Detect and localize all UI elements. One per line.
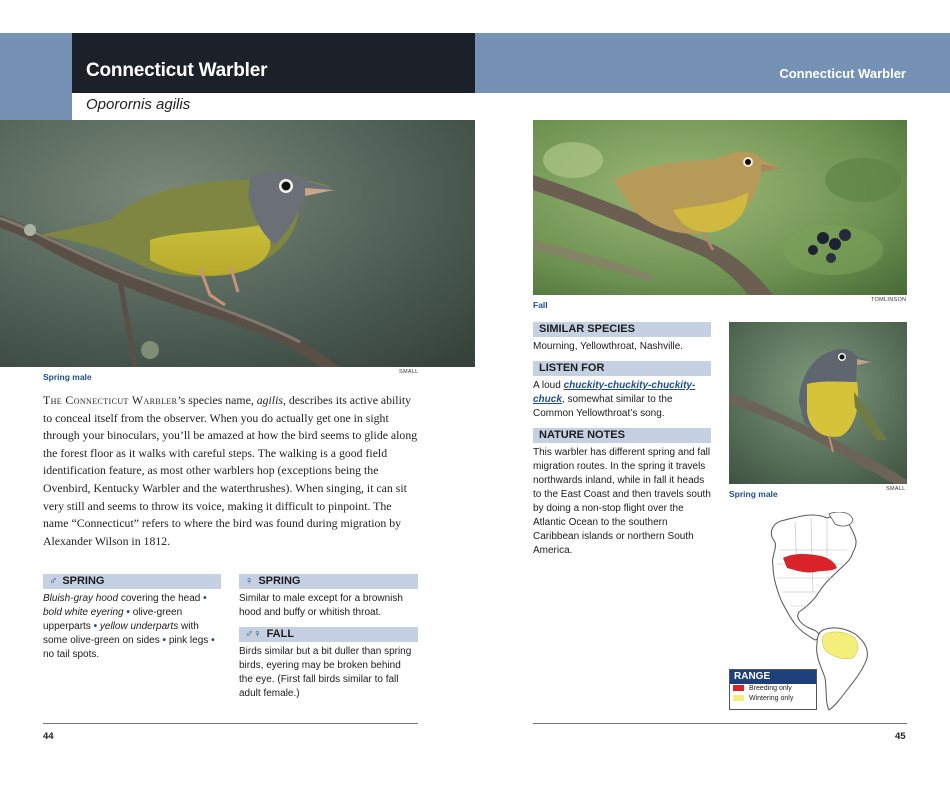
female-symbol-icon: ♀ xyxy=(245,575,254,587)
listen-for-text: A loud chuckity-chuckity-chuckity-chuck, somewhat similar to the Common Yellowthroat’s song. xyxy=(533,380,696,419)
page-title: Connecticut Warbler xyxy=(86,60,268,81)
male-spring-heading: ♂ SPRING xyxy=(43,574,221,589)
male-symbol-icon: ♂ xyxy=(49,575,58,587)
nature-notes-heading: NATURE NOTES xyxy=(533,428,711,443)
female-spring-text: Similar to male except for a brownish hood and buffy or whitish throat. xyxy=(239,593,403,618)
nature-notes-text: This warbler has different spring and fall migration routes. In the spring it travels northwards inland, while in fall it heads to the East Coast and then travels south by doing a non-stop flight over the Atlantic Ocean to the southern Caribbean islands or northern South America. xyxy=(533,447,711,556)
fall-photo-caption: Fall xyxy=(533,300,548,310)
similar-species-text: Mourning, Yellowthroat, Nashville. xyxy=(533,341,684,352)
range-legend xyxy=(729,669,817,710)
legend-wintering: Wintering only xyxy=(730,694,816,704)
fall-text: Birds similar but a bit duller than spring birds, eyering may be broken behind the eye. (First fall birds similar to fall adult female.) xyxy=(239,646,412,699)
breeding-swatch xyxy=(733,685,744,691)
song-call: chuckity-chuckity-chuckity-chuck xyxy=(533,380,696,405)
footer-rule-left xyxy=(43,723,418,724)
species-description: The Connecticut Warbler’s species name, agilis, describes its active ability to conceal itself from the observer. When you do actually get one in sight through your binoculars, you’ll be amazed at how the bird seems to glide along the forest floor as it walks with careful steps. The walking is a good field identification feature, as most other warblers hop (exceptions being the Ovenbird, Kentucky Warbler and the waterthrushes). When singing, it can sit very still and seems to throw its voice, making it difficult to pinpoint. The name “Connecticut” refers to where the bird was found during migration by Alexander Wilson in 1812. xyxy=(43,393,418,548)
header-band-right xyxy=(475,33,950,93)
legend-breeding: Breeding only xyxy=(730,684,816,694)
female-spring-heading: ♀ SPRING xyxy=(239,574,418,589)
main-photo-caption: Spring male xyxy=(43,372,92,382)
running-head: Connecticut Warbler xyxy=(779,66,906,81)
latin-name: Oporornis agilis xyxy=(86,96,191,113)
range-heading: RANGE xyxy=(730,670,816,684)
page-number-left: 44 xyxy=(43,731,54,742)
header-band-left xyxy=(0,33,72,120)
fall-bird-photo xyxy=(533,120,907,295)
fall-photo-credit: TOMLINSON xyxy=(871,297,907,303)
male-spring-text: Bluish-gray hood covering the head • bold white eyering • olive-green upperparts • yellow underparts with some olive-green on sides • pink legs • no tail spots. xyxy=(43,593,215,660)
spring-male-photo xyxy=(729,322,907,484)
fall-heading: ♂♀ FALL xyxy=(239,627,418,642)
spring-male-credit: SMALL xyxy=(886,486,906,492)
spring-male-caption: Spring male xyxy=(729,489,778,499)
page-number-right: 45 xyxy=(895,731,906,742)
description-lead: The Connecticut Warbler xyxy=(43,393,178,407)
wintering-swatch xyxy=(733,695,744,701)
main-photo-credit: SMALL xyxy=(399,369,419,375)
footer-rule-right xyxy=(533,723,907,724)
similar-species-heading: SIMILAR SPECIES xyxy=(533,322,711,337)
male-female-symbol-icon: ♂♀ xyxy=(245,628,262,640)
main-bird-photo xyxy=(0,120,475,367)
listen-for-heading: LISTEN FOR xyxy=(533,361,711,376)
